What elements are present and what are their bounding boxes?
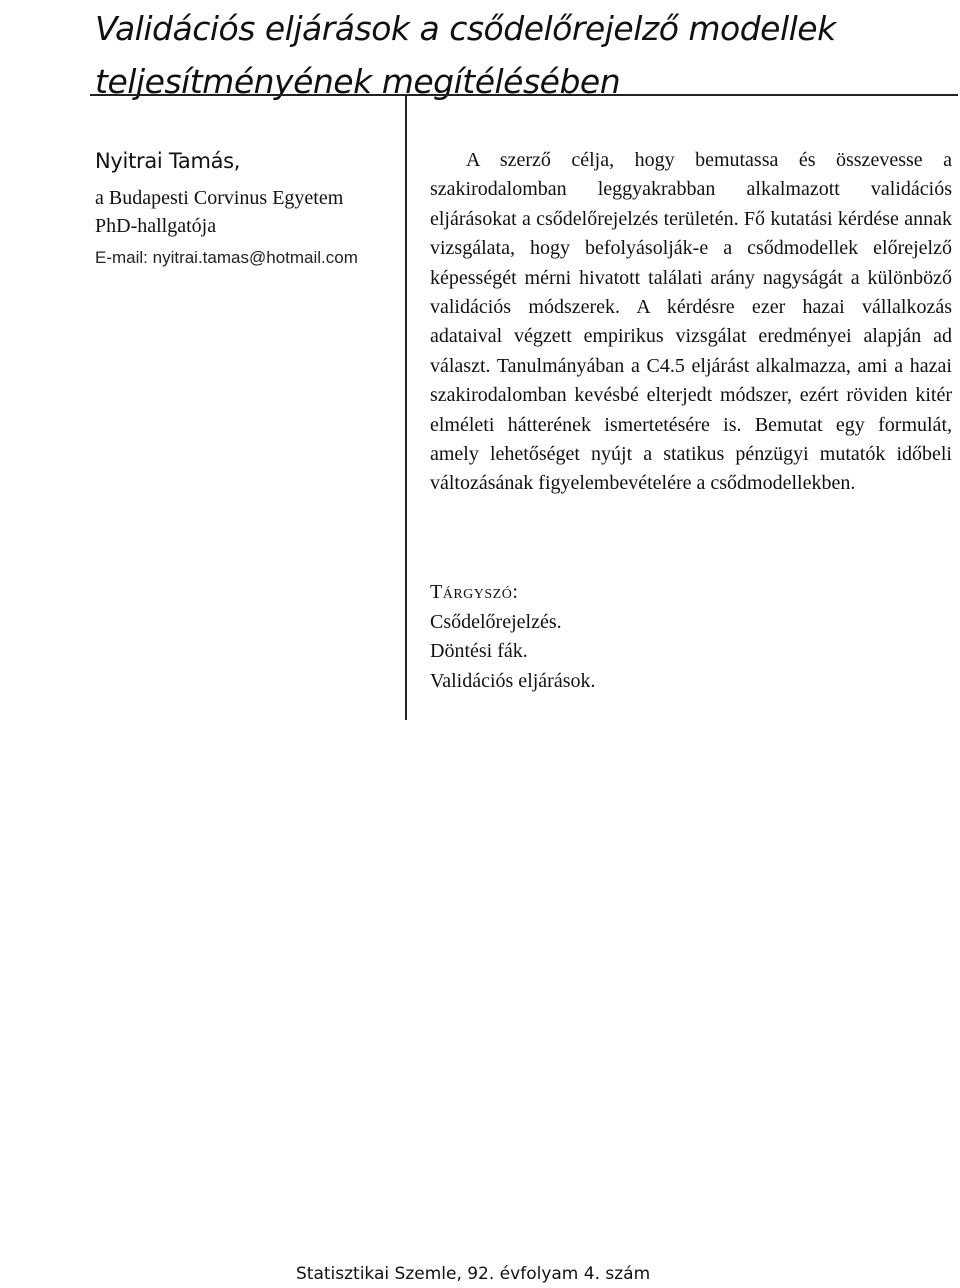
column-divider <box>405 95 407 720</box>
author-affiliation-line-2: PhD-hallgatója <box>95 215 217 237</box>
author-name: Nyitrai Tamás, <box>95 149 241 173</box>
title-line-1: Validációs eljárások a csődelőrejelző modellek <box>95 9 836 48</box>
title-line-2: teljesítményének megítélésében <box>95 62 621 101</box>
abstract-paragraph: A szerző célja, hogy bemutassa és összevesse a szakirodalomban leggyakrabban alkalmazott validációs eljárásokat a csődelőrejelzés területén. Fő kutatási kérdése annak vizsgálata, hogy befolyásolják-e a csődmodellek előrejelző képességét mérni hivatott találati arány nagyságát a különböző validációs módszerek. A kérdésre ezer hazai vállalkozás adataival végzett empirikus vizsgálat eredményei alapján ad választ. Tanulmányában a C4.5 eljárást alkalmazza, ami a hazai szakirodalomban kevésbé elterjedt módszer, ezért röviden kitér elméleti hátterének ismertetésére is. Bemutat egy formulát, amely lehetőséget nyújt a statikus pénzügyi mutatók időbeli változásának figyelembevételére a csődmodellekben. <box>430 149 952 495</box>
author-email: E-mail: nyitrai.tamas@hotmail.com <box>95 248 358 267</box>
keywords-heading: Tárgyszó: <box>430 581 519 603</box>
keyword-item: Csődelőrejelzés. <box>430 610 562 633</box>
author-block <box>95 148 395 272</box>
journal-footer: Statisztikai Szemle, 92. évfolyam 4. szám <box>296 1264 651 1284</box>
keyword-item: Validációs eljárások. <box>430 669 596 692</box>
title-divider <box>90 94 958 96</box>
article-title <box>95 2 945 108</box>
author-affiliation-line-1: a Budapesti Corvinus Egyetem <box>95 187 344 209</box>
keyword-item: Döntési fák. <box>430 640 528 662</box>
keywords-block <box>430 578 930 696</box>
